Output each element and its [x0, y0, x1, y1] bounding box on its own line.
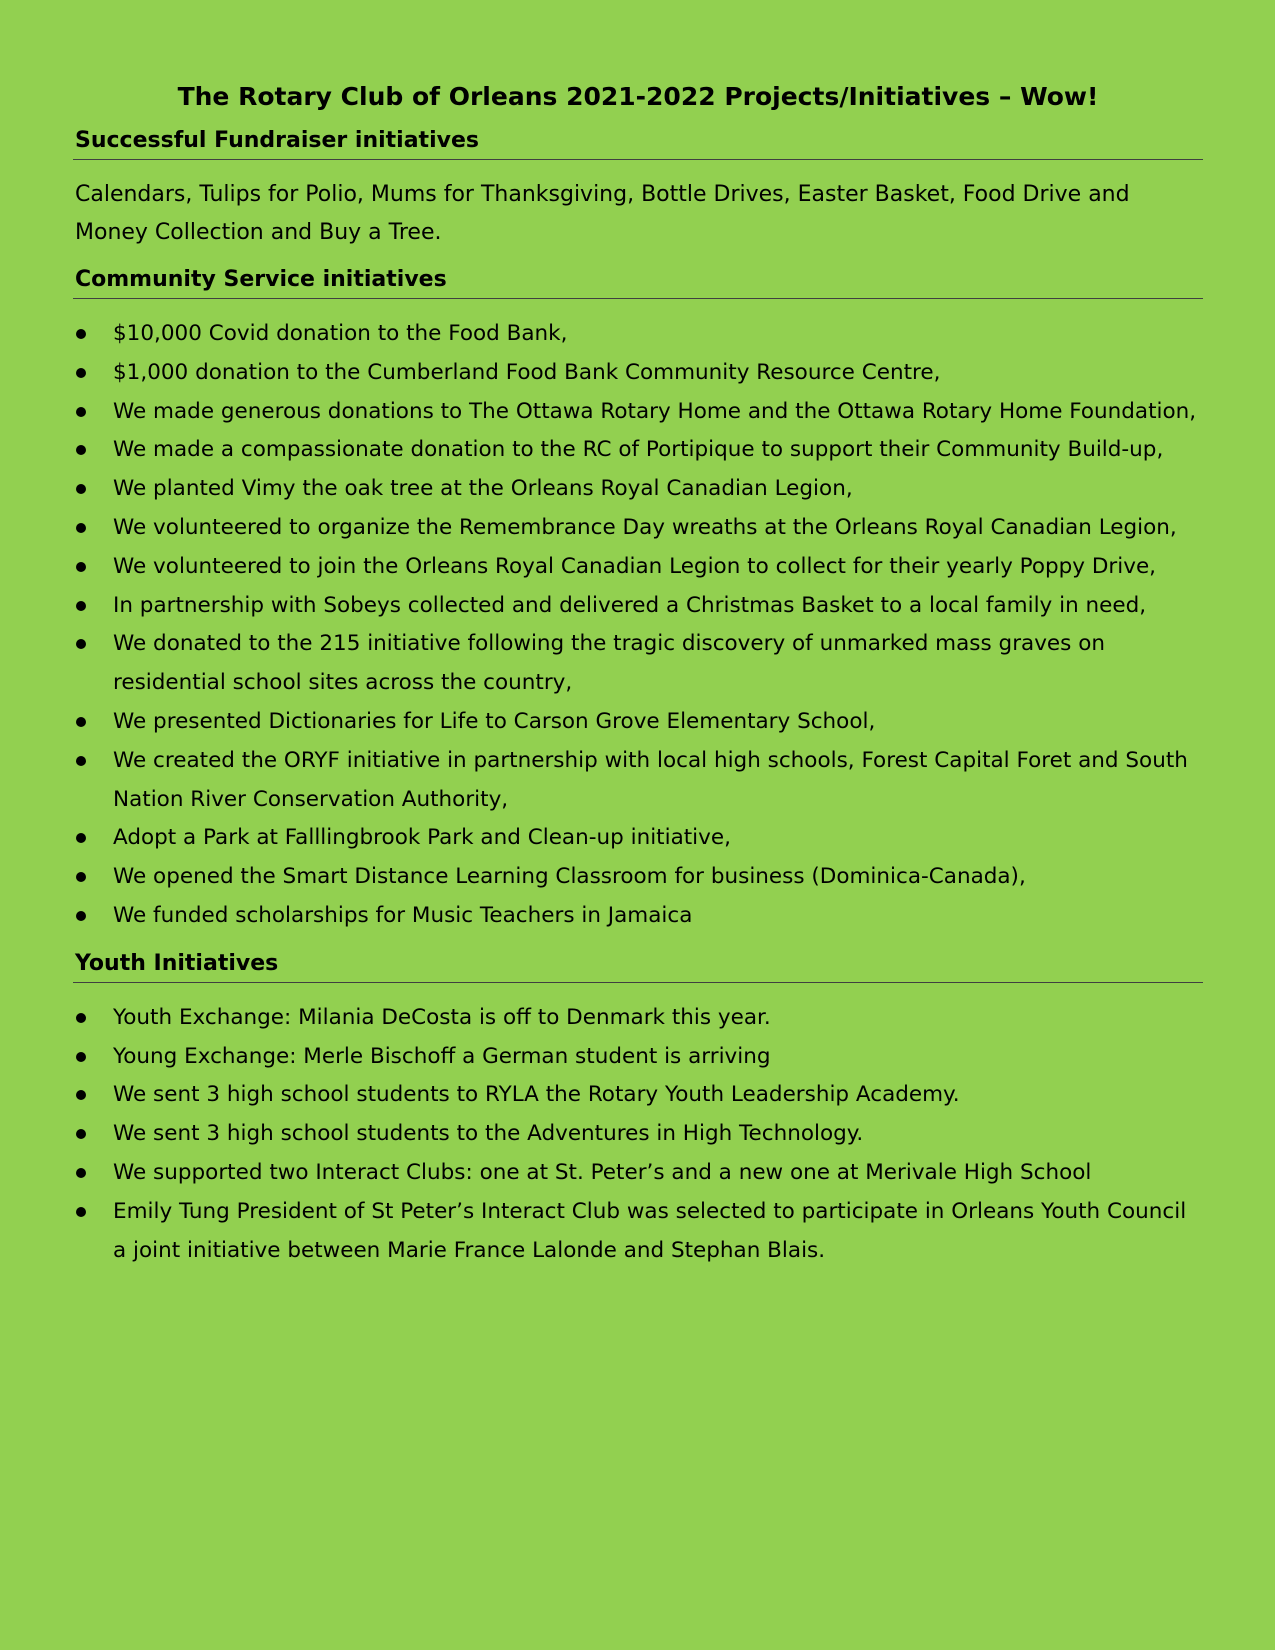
list-item-text: We planted Vimy the oak tree at the Orleans Royal Canadian Legion,	[113, 476, 853, 502]
bullet-icon	[76, 639, 86, 649]
list-item	[73, 1154, 1203, 1193]
fundraiser-paragraph: Calendars, Tulips for Polio, Mums for Thanksgiving, Bottle Drives, Easter Basket, Food Drive and Money Collection and Buy a Tree.	[75, 182, 1130, 245]
list-item-text: We volunteered to organize the Remembrance Day wreaths at the Orleans Royal Canadian Legion,	[113, 514, 1177, 540]
list-item-text: Emily Tung President of St Peter’s Interact Club was selected to participate in Orleans Youth Council a joint initiative between Marie France Lalonde and Stephan Blais.	[113, 1198, 1187, 1263]
list-item	[73, 587, 1203, 626]
list-item-text: Adopt a Park at Falllingbrook Park and Clean-up initiative,	[113, 825, 731, 851]
bullet-icon	[76, 833, 86, 843]
list-item	[73, 819, 1203, 858]
bullet-icon	[76, 1129, 86, 1139]
list-item-text: We made generous donations to The Ottawa Rotary Home and the Ottawa Rotary Home Foundation,	[113, 398, 1197, 424]
bullet-icon	[76, 329, 86, 339]
document-title: The Rotary Club of Orleans 2021-2022 Projects/Initiatives – Wow!	[177, 82, 1099, 111]
list-item-text: We made a compassionate donation to the RC of Portipique to support their Community Build-up,	[113, 437, 1164, 463]
list-item	[73, 1115, 1203, 1154]
youth-initiatives-list	[73, 999, 1203, 1271]
community-service-list	[73, 315, 1203, 936]
list-item-text: Youth Exchange: Milania DeCosta is off to Denmark this year.	[113, 1004, 771, 1030]
bullet-icon	[76, 756, 86, 766]
list-item-text: We donated to the 215 initiative following the tragic discovery of unmarked mass graves on residential school sites across the country,	[113, 631, 1105, 696]
document-page	[73, 75, 1203, 1284]
bullet-icon	[76, 484, 86, 494]
list-item-text: We volunteered to join the Orleans Royal Canadian Legion to collect for their yearly Poppy Drive,	[113, 553, 1157, 579]
list-item-text: $10,000 Covid donation to the Food Bank,	[113, 321, 568, 346]
list-item-text: We supported two Interact Clubs: one at St. Peter’s and a new one at Merivale High School	[113, 1159, 1092, 1185]
list-item	[73, 625, 1203, 703]
list-item	[73, 1038, 1203, 1077]
list-item	[73, 470, 1203, 509]
bullet-icon	[76, 872, 86, 882]
list-item-text: We opened the Smart Distance Learning Classroom for business (Dominica-Canada),	[113, 864, 1026, 890]
bullet-icon	[76, 601, 86, 611]
list-item	[73, 1076, 1203, 1115]
list-item-text: Young Exchange: Merle Bischoff a German student is arriving	[113, 1043, 771, 1069]
bullet-icon	[76, 911, 86, 921]
bullet-icon	[76, 368, 86, 378]
list-item	[73, 742, 1203, 820]
list-item	[73, 703, 1203, 742]
list-item-text: We created the ORYF initiative in partnership with local high schools, Forest Capital Foret and South Nation River Conservation Authority,	[113, 747, 1188, 812]
list-item-text: In partnership with Sobeys collected and delivered a Christmas Basket to a local family in need,	[113, 592, 1147, 618]
list-item-text: We sent 3 high school students to the Adventures in High Technology.	[113, 1121, 864, 1147]
list-item	[73, 1193, 1203, 1271]
list-item	[73, 897, 1203, 936]
bullet-icon	[76, 1052, 86, 1062]
bullet-icon	[76, 445, 86, 455]
bullet-icon	[76, 1168, 86, 1178]
bullet-icon	[76, 407, 86, 417]
bullet-icon	[76, 562, 86, 572]
list-item	[73, 354, 1203, 393]
section-heading-youth: Youth Initiatives	[73, 950, 1203, 983]
list-item-text: We presented Dictionaries for Life to Carson Grove Elementary School,	[113, 708, 876, 734]
list-item-text: $1,000 donation to the Cumberland Food Bank Community Resource Centre,	[113, 359, 941, 385]
list-item	[73, 393, 1203, 432]
list-item	[73, 858, 1203, 897]
bullet-icon	[76, 1207, 86, 1217]
list-item	[73, 548, 1203, 587]
bullet-icon	[76, 1090, 86, 1100]
list-item-text: We sent 3 high school students to RYLA the Rotary Youth Leadership Academy.	[113, 1082, 960, 1108]
list-item-text: We funded scholarships for Music Teachers in Jamaica	[113, 902, 693, 928]
section-heading-fundraiser: Successful Fundraiser initiatives	[73, 127, 1203, 160]
list-item	[73, 315, 1203, 354]
section-heading-community-service: Community Service initiatives	[73, 266, 1203, 299]
bullet-icon	[76, 523, 86, 533]
list-item	[73, 999, 1203, 1038]
bullet-icon	[76, 717, 86, 727]
list-item	[73, 509, 1203, 548]
bullet-icon	[76, 1013, 86, 1023]
list-item	[73, 431, 1203, 470]
